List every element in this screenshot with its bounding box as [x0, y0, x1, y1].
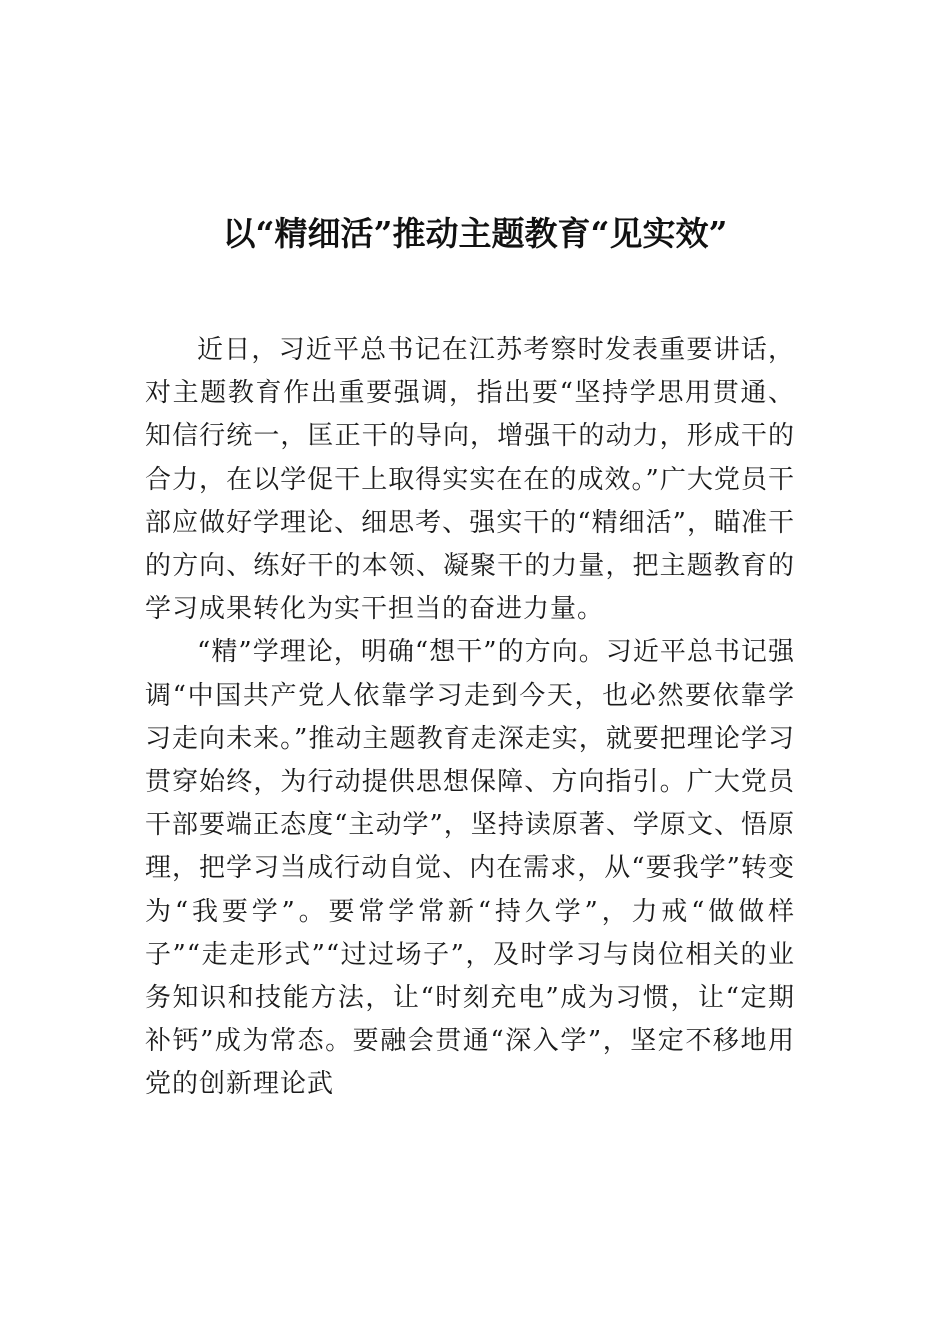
paragraph-intro: 近日，习近平总书记在江苏考察时发表重要讲话，对主题教育作出重要强调，指出要“坚持学思用贯通、知信行统一，匡正干的导向，增强干的动力，形成干的合力，在以学促干上取得实实在在的成效。”广大党员干部应做好学理论、细思考、强实干的“精细活”，瞄准干的方向、练好干的本领、凝聚干的力量，把主题教育的学习成果转化为实干担当的奋进力量。 [145, 335, 795, 625]
paragraph-theory: “精”学理论，明确“想干”的方向。习近平总书记强调“中国共产党人依靠学习走到今天，也必然要依靠学习走向未来。”推动主题教育走深走实，就要把理论学习贯穿始终，为行动提供思想保障、方向指引。广大党员干部要端正态度“主动学”，坚持读原著、学原文、悟原理，把学习当成行动自觉、内在需求，从“要我学”转变为“我要学”。要常学常新“持久学”，力戒“做做样子”“走走形式”“过过场子”，及时学习与岗位相关的业务知识和技能方法，让“时刻充电”成为习惯，让“定期补钙”成为常态。要融会贯通“深入学”，坚定不移地用党的创新理论武 [145, 637, 795, 1100]
document-title: 以“精细活”推动主题教育“见实效” [222, 214, 728, 253]
document-body [145, 329, 795, 1107]
